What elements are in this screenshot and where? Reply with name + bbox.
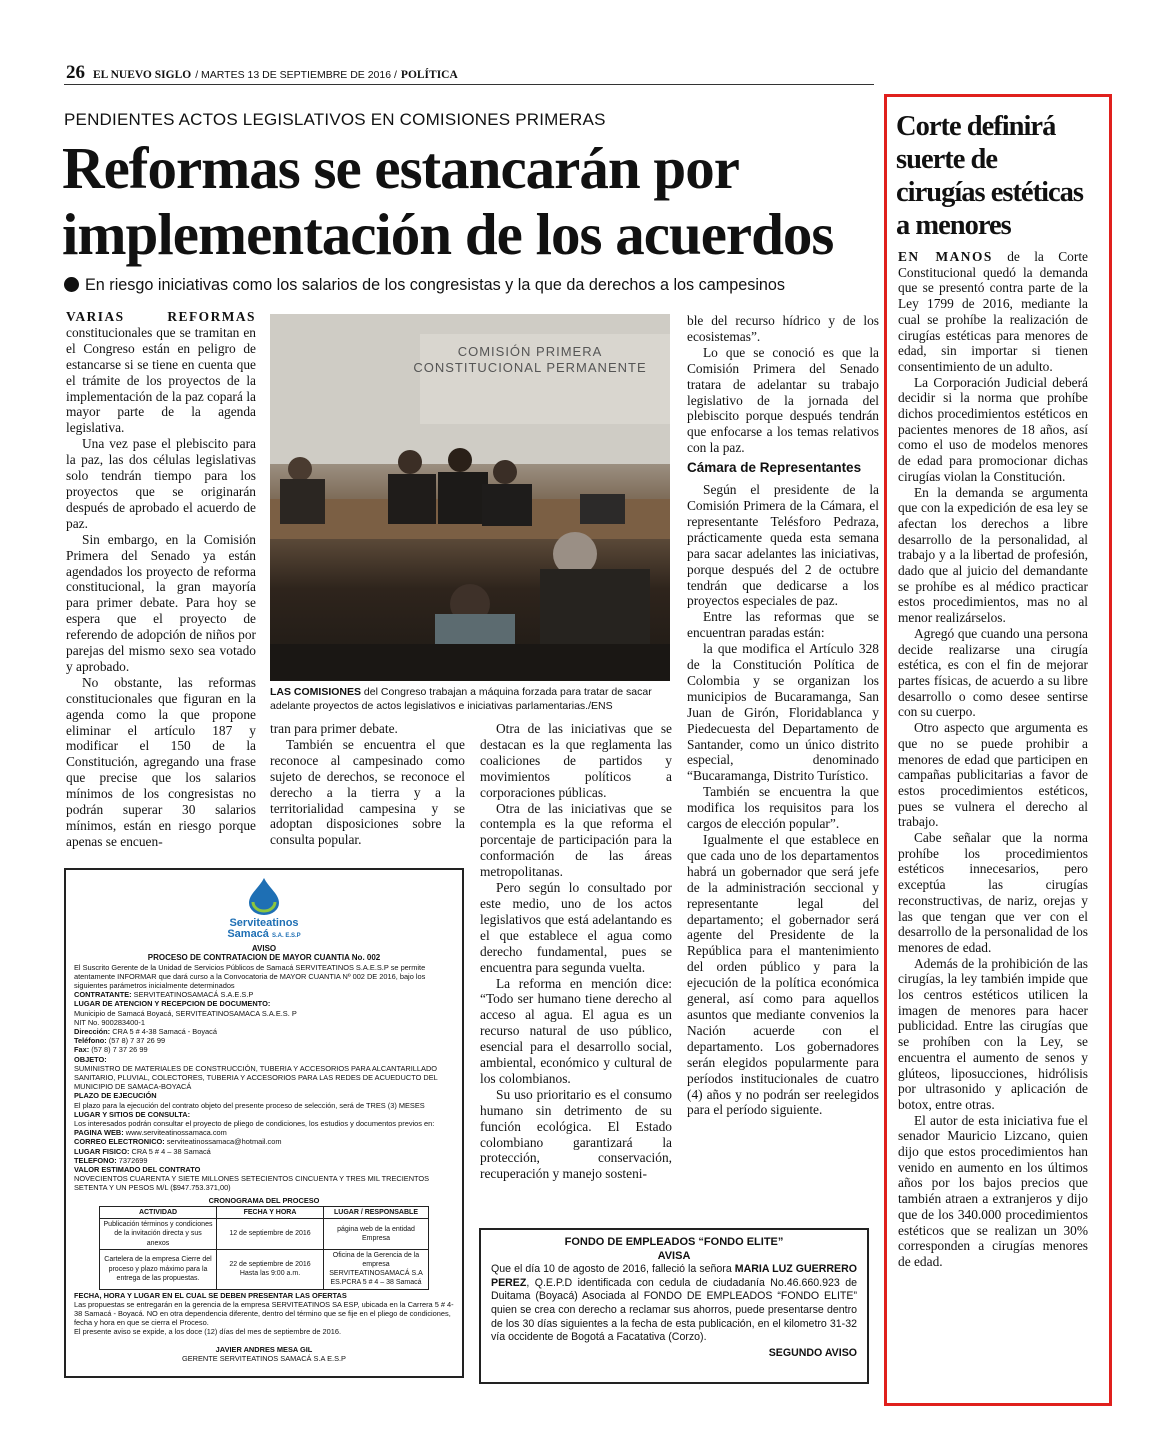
logo-line-1: Serviteatinos [229,917,299,930]
header-date: / MARTES 13 DE SEPTIEMBRE DE 2016 / [195,69,397,81]
paragraph: En la demanda se argumenta que con la expedición de esa ley se afectan los derechos a libre desarrollo de la personalidad, al trabajo y a la libertad de profesión, dado que al juicio del demandante se prohíbe es al médico practicar estos procedimientos, mas no al menor realizárselos. [898,484,1088,626]
photo-caption: LAS COMISIONES del Congreso trabajan a máquina forzada para tratar de sacar adelante proyectos de actos legislativos e iniciativas parlamentarias./ENS [270,686,652,712]
ad-crono-title: CRONOGRAMA DEL PROCESO [208,1195,320,1205]
paragraph: La reforma en mención dice: “Todo ser humano tiene derecho al acceso al agua. El agua es un recurso natural de uso público, esencial para el desarrollo social, ambiental, económico y cultural de los colombianos. [480,975,672,1086]
water-drop-logo-icon [239,876,289,916]
page-header [66,62,606,82]
paragraph: La Corporación Judicial deberá decidir si la norma que prohíbe dichos procedimientos estéticos en pacientes menores de 18 años, así como el uso de modelos menores de edad para promocionar dichas cirugías violan la Constitución. [898,374,1088,484]
paragraph: Entre las reformas que se encuentran paradas están: [687,609,879,641]
table-row: Publicación términos y condiciones de la invitación directa y sus anexos 12 de septiembre de 2016 página web de la entidad Empresa [100,1219,429,1250]
ad-website-link: www.serviteatinossamaca.com [123,1128,227,1138]
paragraph: Otro aspecto que argumenta es que no se puede prohibir a menores de edad que participen en campañas publicitarias a favor de estos procedimientos estéticos, pues se vulnera el derecho al trabajo. [898,720,1088,830]
ad-intro: El Suscrito Gerente de la Unidad de Servicios Públicos de Samacá SERVITEATINOS S.A.E.S.P se permite atentamente INFORMAR que dará curso a la Convocatoria de MAYOR CUANTIA Nº 002 DE 2016, bajo los siguientes parámetros inicialmente determinados [74,962,426,991]
article-column-1 [66,309,256,850]
paragraph: El autor de esta iniciativa fue el senador Mauricio Lizcano, quien dijo que estos procedimientos han venido en aumento en los últimos años por los bajos precios que también atraen a extranjeros y dijo que de los 340.000 procedimientos estéticos que se realizan un 30% corresponden a cirugías menores de edad. [898,1112,1088,1269]
article-headline [62,135,882,267]
paragraph: Pero según lo consultado por este medio, uno de los actos legislativos que está adelantando es el que establece el agua como derecho fundamental, pues se encuentra para segunda vuelta. [480,880,672,975]
ad-logo [214,876,314,942]
serviteatinos-ad: Serviteatinos Samacá S.A. E.S.P AVISO PROCESO DE CONTRATACION DE MAYOR CUANTIA No. 002 El Suscrito Gerente de la Unidad de Servicios Públicos de Samacá SERVITEATINOS S.A.E.S.P se permite atentamente INFORMAR que dará curso a la Convocatoria de MAYOR CUANTIA Nº 002 DE 2016, bajo los siguientes parámetros inicialmente determinados CONTRATANTE: SERVITEATINOSAMACÁ S.A.E.S.P LUGAR DE ATENCION Y RECEPCION DE DOCUMENTO: Municipio de Samacá Boyacá, SERVITEATINOSAMACA S.A.E.S. P NIT No. 900283400-1 Dirección: CRA 5 # 4-38 Samacá - Boyacá Teléfono: (57 8) 7 37 26 99 Fax: (57 8) 7 37 26 99 OBJETO: SUMINISTRO DE MATERIALES DE CONSTRUCCIÓN, TUBERIA Y ACCESORIOS PARA ALCANTARILLADO SANITARIO, PLUVIAL, COLECTORES, TUBERIA Y ACCESORIOS PARA LAS REDES DE ACUEDUCTO DEL MUNICIPIO DE SAMACA-BOYACÁ PLAZO DE EJECUCIÓN El plazo para la ejecución del contrato objeto del presente proceso de selección, será de TRES (3) MESES LUGAR Y SITIOS DE CONSULTA: Los interesados podrán consultar el proyecto de pliego de condiciones, los estudios y documentos previos en: PAGINA WEB: www.serviteatinossamaca.com CORREO ELECTRONICO: serviteatinossamaca@hotmail.com LUGAR FISICO: CRA 5 # 4 – 38 Samacá TELEFONO: 7372699 VALOR ESTIMADO DEL CONTRATO NOVECIENTOS CUARENTA Y SIETE MILLONES SETECIENTOS CINCUENTA Y TRES MIL TRECIENTOS SETENTA Y UN PESOS M/L ($947.753.371,00) CRONOGRAMA DEL PROCESO ACTIVIDAD FECHA Y HORA LUGAR / RESPONSABLE Publicación términos y condiciones de la invitación directa y sus anexos 12 de septiembre de 2016 página web de la entidad Empresa Cartelera de la empresa Cierre del proceso y plazo máximo para la entrega de las propuestas. 22 de septiembre de 2016 Hasta las 9:00 a.m. Oficina de la Gerencia de la empresa SERVITEATINOSAMACÁ S.A ES.PCRA 5 # 4 – 38 Samacá FECHA, HORA Y LUGAR EN EL CUAL SE DEBEN PRESENTAR LAS OFERTAS Las propuestas se entregarán en la gerencia de la empresa SERVITEATINOS SA ESP, ubicada en la Carrera 5 # 4-38 Samacá - Boyacá. NO en otra dependencia diferente, dentro del término que se fije en el pliego de condiciones, fecha y hora en que se cierra el Proceso. El presente aviso se expide, a los doce (12) días del mes de septiembre de 2016. JAVIER ANDRES MESA GIL GERENTE SERVITEATINOS SAMACÁ S.A E.S.P [64,868,464,1378]
article-column-3 [480,721,672,1182]
ad2-segundo-aviso: SEGUNDO AVISO [768,1346,857,1359]
paragraph: EN MANOS de la Corte Constitucional quedó la demanda que se presentó contra parte de la Ley 1799 de 2016, mediante la cual se prohíbe la realización de cirugías estéticas para menores de edad, sin importar si tienen consentimiento de un adulto. [898,249,1088,374]
page-number: 26 [66,62,85,83]
paragraph: Su uso prioritario es el consumo humano sin detrimento de su función ecológica. El Estado colombiano garantizará la protección, conservación, recuperación y manejo sosteni- [480,1086,672,1182]
article-kicker: PENDIENTES ACTOS LEGISLATIVOS EN COMISIONES PRIMERAS [64,110,606,129]
table-row: Cartelera de la empresa Cierre del proceso y plazo máximo para la entrega de las propuestas. 22 de septiembre de 2016 Hasta las 9:00 a.m. Oficina de la Gerencia de la empresa SERVITEATINOSAMACÁ S.A ES.PCRA 5 # 4 – 38 Samacá [100,1249,429,1289]
ad-signer: JAVIER ANDRES MESA GIL [215,1344,313,1354]
paragraph: Cabe señalar que la norma prohíbe los procedimientos estéticos innecesarios, pero exceptúa las cirugías reconstructivas, de nariz, orejas y las que tengan que ver con el desarrollo de la personalidad de los menores de edad. [898,830,1088,955]
paragraph: tran para primer debate. [270,721,398,736]
subhead-text: En riesgo iniciativas como los salarios de los congresistas y la que da derechos a los campesinos [85,276,786,294]
ad-email: serviteatinossamaca@hotmail.com [164,1137,282,1147]
header-section: POLÍTICA [400,69,458,81]
paragraph: No obstante, las reformas constitucionales que figuran en la agenda como la que propone eliminar el artículo 187 y modificar el 150 de la Constitución, agregando una frase que precise que los salarios mínimos de los congresistas no podrán superar 30 salarios mínimos, están en riesgo porque apenas se encuen- [66,674,256,849]
paragraph: Según el presidente de la Comisión Primera de la Cámara, el representante Telésforo Pedraza, prácticamente queda esta semana para sacar adelantes las iniciativas, porque después del 2 de octubre tendrán que dedicarse a los proyectos especiales de paz. [687,482,879,609]
headline-line-2: implementación de los acuerdos [62,201,834,267]
logo-suffix: S.A. E.S.P [271,933,301,940]
headline-line-1: Reformas se estancarán por [62,135,739,201]
header-rule [64,84,874,85]
paragraph: Además de la prohibición de las cirugías, la ley también impide que los centros estéticos utilicen la imagen de menores para hacer publicidad. Entre las cirugías que se prohíben con la Ley, se encuentra el aumento de senos y glúteos, liposucciones, hidrólisis por ultrasonido y aplicación de botox, entre otras. [898,955,1088,1112]
article-photo [270,314,670,681]
paragraph: También se encuentra la que modifica los requisitos para los cargos de elección popular”. [687,784,879,832]
article-subhead [64,276,884,295]
paragraph: ble del recurso hídrico y de los ecosistemas”. [687,313,879,344]
lead-in: VARIAS REFORMAS [66,309,256,324]
paragraph: Lo que se conoció es que la Comisión Primera del Senado tratara de adelantar su trabajo legislativo de la jornada del plebiscito porque después tendrán que enfocarse a los temas relativos con la paz. [687,344,879,456]
paragraph: Otra de las iniciativas que se contempla es la que reforma el porcentaje de participación para la conformación de las áreas metropolitanas. [480,800,672,880]
ad2-aviso: AVISA [657,1249,691,1262]
paragraph: También se encuentra el que reconoce al campesinado como sujeto de derechos, se reconoce el derecho a la tierra y a la territorialidad campesina y se adoptan disposiciones sobre la consulta popular. [270,736,465,848]
fondo-elite-ad [479,1228,869,1384]
photo-sign [390,344,670,376]
sidebar-body [898,249,1088,1270]
paragraph: Sin embargo, en la Comisión Primera del Senado ya están agendados los proyecto de reforma constitucional, la gran mayoría para primer debate. Para hoy se espera que el proyecto de referendo de adopción de niños por parejas del mismo sexo sea votado y aprobado. [66,531,256,674]
deceased-name: MARIA LUZ GUERRERO PEREZ [491,1263,857,1289]
sign-line-1: COMISIÓN PRIMERA [457,344,603,359]
sidebar-headline: Corte definirá suerte de cirugías estéticas a menores [896,111,1083,241]
paragraph: VARIAS REFORMAS constitucionales que se tramitan en el Congreso están en peligro de estancarse si se tiene en cuenta que el trámite de los proyectos de la implementación de la paz copará la mayor parte de la agenda legislativa. [66,309,256,436]
ad2-text: Que el día 10 de agosto de 2016, falleció la señora MARIA LUZ GUERRERO PEREZ, Q.E.P.D identificada con cedula de ciudadanía No.46.660.923 de Duitama (Boyacá) Asociada al FONDO DE EMPLEADOS “FONDO ELITE” quien se crea con derecho a reclamar sus ahorros, puede presentarse dentro de los 30 días siguientes a la fecha de esta publicación, en el kilometro 31-32 vía occidente de Bogotá a Facatativa (Corzo). [491,1263,857,1344]
article-column-2 [270,721,465,848]
ad-process-title: PROCESO DE CONTRATACION DE MAYOR CUANTIA No. 002 [147,953,381,963]
paragraph: Igualmente el que establece en que cada uno de los departamentos habrá un gobernador que será jefe de la administración seccional y representante legal del departamento; el gobernador será agente del Presidente de la República para el mantenimiento del orden público y para la ejecución de la política económica general, así como para aquellos asuntos que mediante convenios la Nación acuerde con el departamento. Los gobernadores serán elegidos popularmente para períodos institucionales de cuatro (4) años y no podrán ser reelegidos para el período siguiente. [687,832,879,1118]
bullet-icon [64,277,79,292]
article-column-4 [687,313,879,1118]
caption-lead: LAS COMISIONES [270,686,362,698]
section-subhead: Cámara de Representantes [687,460,862,476]
ad2-title: FONDO DE EMPLEADOS “FONDO ELITE” [564,1236,784,1248]
sign-line-2: CONSTITUCIONAL PERMANENTE [413,360,647,375]
paragraph: Una vez pase el plebiscito para la paz, las dos células legislativas solo tendrán tiempo para los proyectos que se originarán después de aprobado el acuerdo de paz. [66,436,256,531]
ad-signer-title: GERENTE SERVITEATINOS SAMACÁ S.A E.S.P [181,1353,346,1363]
paragraph: la que modifica el Artículo 328 de la Constitución Política de Colombia y se organizan los municipios de Bucaramanga, San Juan de Girón, Floridablanca y Piedecuesta del Departamento de Santander, como un único distrito especial, denominado “Bucaramanga, Distrito Turístico. [687,641,879,784]
logo-line-2: Samacá [227,928,269,941]
paragraph: Agregó que cuando una persona decide realizarse una cirugía estética, es con el fin de mejorar partes físicas, de acuerdo a su libre desarrollo o como desee sentirse con su cuerpo. [898,625,1088,720]
ad-aviso: AVISO [251,944,277,954]
table-header-row: ACTIVIDAD FECHA Y HORA LUGAR / RESPONSABLE [100,1206,429,1218]
ad-schedule-table [99,1206,429,1290]
lead-in: EN MANOS [898,249,993,264]
publication-name: EL NUEVO SIGLO [93,69,192,81]
paragraph: Otra de las iniciativas que se destacan es la que reglamenta las coaliciones de partidos y movimientos políticos a corporaciones públicas. [480,721,672,800]
